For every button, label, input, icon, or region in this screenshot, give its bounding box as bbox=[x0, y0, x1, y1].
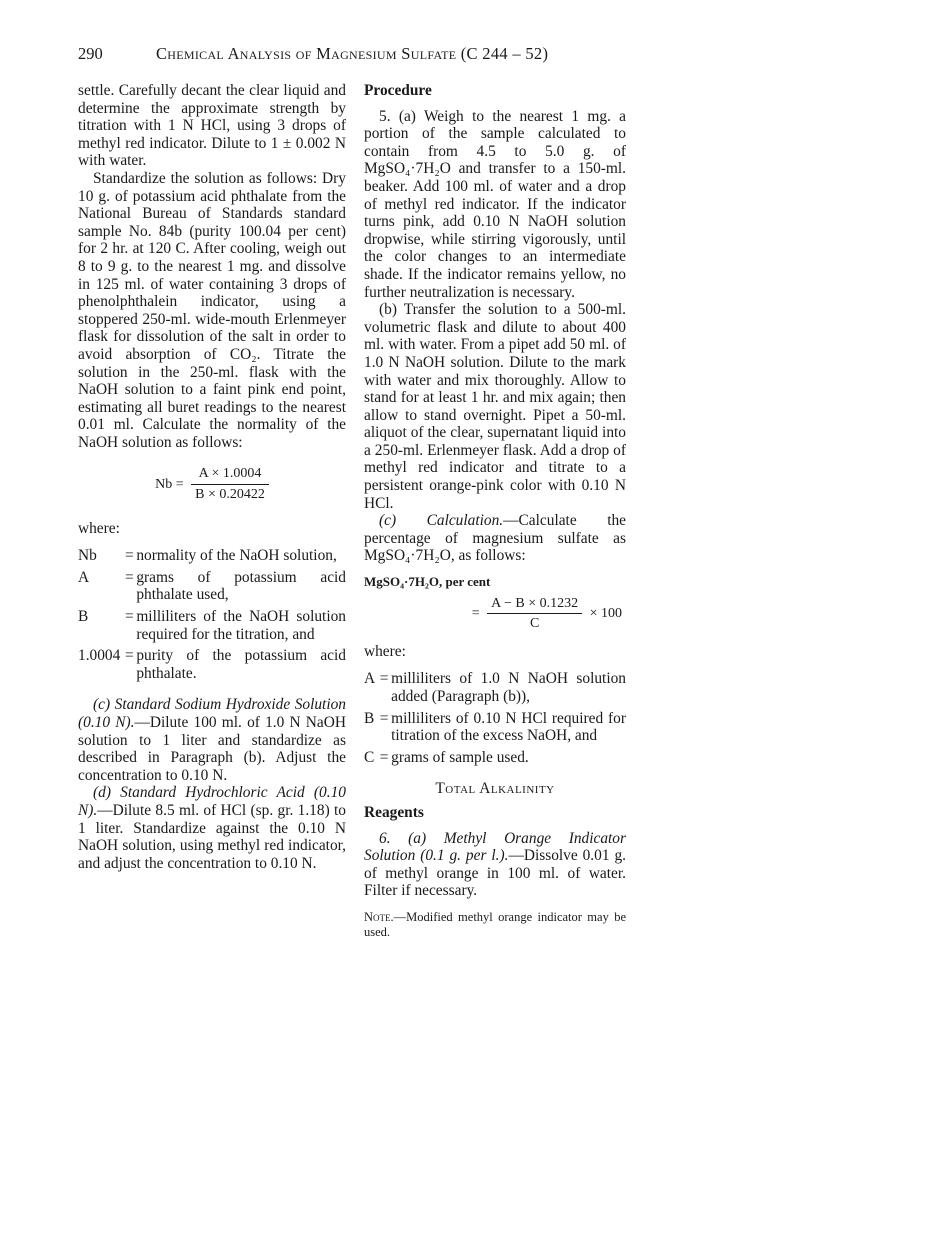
paragraph-c bbox=[78, 696, 346, 784]
definition-text: milliliters of the NaOH solution required for the titration, and bbox=[136, 608, 346, 643]
paragraph: (b) Transfer the solution to a 500-ml. volumetric flask and dilute to about 400 ml. with water. From a pipet add 50 ml. of 1.0 N NaOH solution. Dilute to the mark with water and mix thoroughly. Allow to stand for at least 1 hr. and mix again; then allow to stand overnight. Pipet a 50-ml. aliquot of the clear, supernatant liquid into a 250-ml. Erlenmeyer flask. Add a drop of methyl red indicator and titrate to a persistent orange-pink color with 0.10 N HCl. bbox=[364, 301, 626, 512]
paragraph: 5. (a) Weigh to the nearest 1 mg. a portion of the sample calculated to contain from 4.5 to 5.0 g. of MgSO₄·7H₂O and transfer to a 150-ml. beaker. Add 100 ml. of water and a drop of methyl red indicator. If the indicator turns pink, add 0.10 N NaOH solution dropwise, while stirring vigorously, until the color changes to an intermediate shade. If the indicator remains yellow, no further neutralization is necessary. bbox=[364, 107, 626, 301]
definition-text: purity of the potassium acid phthalate. bbox=[136, 647, 346, 682]
fraction bbox=[487, 595, 582, 633]
fraction-denominator: C bbox=[529, 616, 540, 632]
definitions-list bbox=[364, 670, 626, 770]
definition-symbol: B bbox=[78, 608, 89, 626]
definition-text: grams of potassium acid phthalate used, bbox=[136, 568, 346, 604]
fraction-numerator: A − B × 0.1232 bbox=[487, 595, 582, 615]
paragraph-text: —Calculate the percentage of magnesium sulfate as MgSO₄·7H₂O, as follows: bbox=[364, 512, 626, 565]
definition-row: A = milliliters of 1.0 N NaOH solution added (Paragraph (b)), bbox=[364, 670, 626, 709]
definition-text: milliliters of 1.0 N NaOH solution added (Paragraph (b)), bbox=[391, 670, 626, 705]
note-text: —Modified methyl orange indicator may be used. bbox=[364, 909, 626, 939]
formula-lhs: Nb = bbox=[155, 476, 184, 492]
paragraph-label: (d) Standard Hydrochloric Acid (0.10 N). bbox=[78, 784, 346, 819]
definition-row: B = milliliters of 0.10 N HCl required for titration of the excess NaOH, and bbox=[364, 710, 626, 749]
note-label: Note. bbox=[364, 909, 394, 924]
percentage-formula bbox=[364, 595, 626, 633]
page-number: 290 bbox=[78, 44, 103, 63]
paragraph: Standardize the solution as follows: Dry 10 g. of potassium acid phthalate from the National Bureau of Standards standard sample No. 84b (purity 100.04 per cent) for 2 hr. at 120 C. After cooling, weigh out 8 to 9 g. to the nearest 1 mg. and dissolve in 125 ml. of water containing 3 drops of phenolphthalein indicator, using a stoppered 250-ml. wide-mouth Erlenmeyer flask for dissolution of the salt in order to avoid absorption of CO₂. Titrate the solution in the 250-ml. flask with the NaOH solution to a faint pink end point, estimating all buret readings to the nearest 0.01 ml. Calculate the normality of the NaOH solution as follows: bbox=[78, 169, 346, 451]
definitions-list bbox=[78, 547, 346, 686]
definition-row: A = grams of potassium acid phthalate used, bbox=[78, 569, 346, 608]
definition-text: milliliters of 0.10 N HCl required for titration of the excess NaOH, and bbox=[391, 709, 626, 745]
definition-row: Nb = normality of the NaOH solution, bbox=[78, 547, 346, 569]
paragraph-label: (c) Calculation. bbox=[379, 512, 504, 530]
section-heading-centered: Total Alkalinity bbox=[435, 780, 555, 798]
where-label: where: bbox=[364, 642, 406, 660]
definition-symbol: B bbox=[364, 709, 375, 727]
fraction-denominator: B × 0.20422 bbox=[195, 487, 265, 503]
paragraph-label: (c) Standard Sodium Hydroxide Solution (0.10 N). bbox=[78, 696, 346, 731]
left-column bbox=[78, 82, 346, 872]
section-heading: Procedure bbox=[364, 82, 432, 99]
normality-formula bbox=[78, 465, 346, 503]
definition-row: C = grams of sample used. bbox=[364, 749, 626, 771]
definition-symbol: A bbox=[364, 670, 376, 688]
paragraph-6a bbox=[364, 830, 626, 900]
definition-text: normality of the NaOH solution, bbox=[136, 547, 337, 565]
paragraph-text: —Dilute 8.5 ml. of HCl (sp. gr. 1.18) to 1 liter. Standardize against the 0.10 N NaOH solution, using methyl red indicator, and adjust the concentration to 0.10 N. bbox=[78, 801, 346, 872]
definition-row: 1.0004 = purity of the potassium acid phthalate. bbox=[78, 647, 346, 686]
definition-symbol: A bbox=[78, 568, 90, 586]
paragraph-text: —Dissolve 0.01 g. of methyl orange in 100 ml. of water. Filter if necessary. bbox=[364, 847, 626, 900]
definition-text: grams of sample used. bbox=[391, 748, 529, 766]
section-heading: Reagents bbox=[364, 803, 424, 821]
where-label: where: bbox=[78, 519, 120, 537]
note bbox=[364, 910, 626, 940]
paragraph-5c bbox=[364, 512, 626, 565]
running-title: Chemical Analysis of Magnesium Sulfate (C 244 – 52) bbox=[156, 44, 549, 63]
definition-row: B = milliliters of the NaOH solution required for the titration, and bbox=[78, 608, 346, 647]
paragraph: settle. Carefully decant the clear liquid and determine the approximate strength by titration with 1 N HCl, using 3 drops of methyl red indicator. Dilute to 1 ± 0.002 N with water. bbox=[78, 82, 346, 170]
definition-symbol: Nb bbox=[78, 547, 97, 565]
fraction bbox=[191, 465, 269, 503]
formula-rhs: × 100 bbox=[589, 605, 622, 621]
paragraph-text: —Dilute 100 ml. of 1.0 N NaOH solution to 1 liter and standardize as described in Paragraph (b). Adjust the concentration to 0.10 N. bbox=[78, 714, 346, 784]
paragraph-label: 6. (a) Methyl Orange Indicator Solution (0.1 g. per l.). bbox=[364, 829, 626, 865]
right-column bbox=[364, 82, 626, 940]
formula-label: MgSO₄·7H₂O, per cent bbox=[364, 574, 491, 590]
paragraph-d bbox=[78, 784, 346, 872]
fraction-numerator: A × 1.0004 bbox=[191, 465, 269, 485]
definition-symbol: C bbox=[364, 748, 375, 766]
formula-lhs: = bbox=[471, 605, 480, 621]
definition-symbol: 1.0004 bbox=[78, 647, 121, 665]
